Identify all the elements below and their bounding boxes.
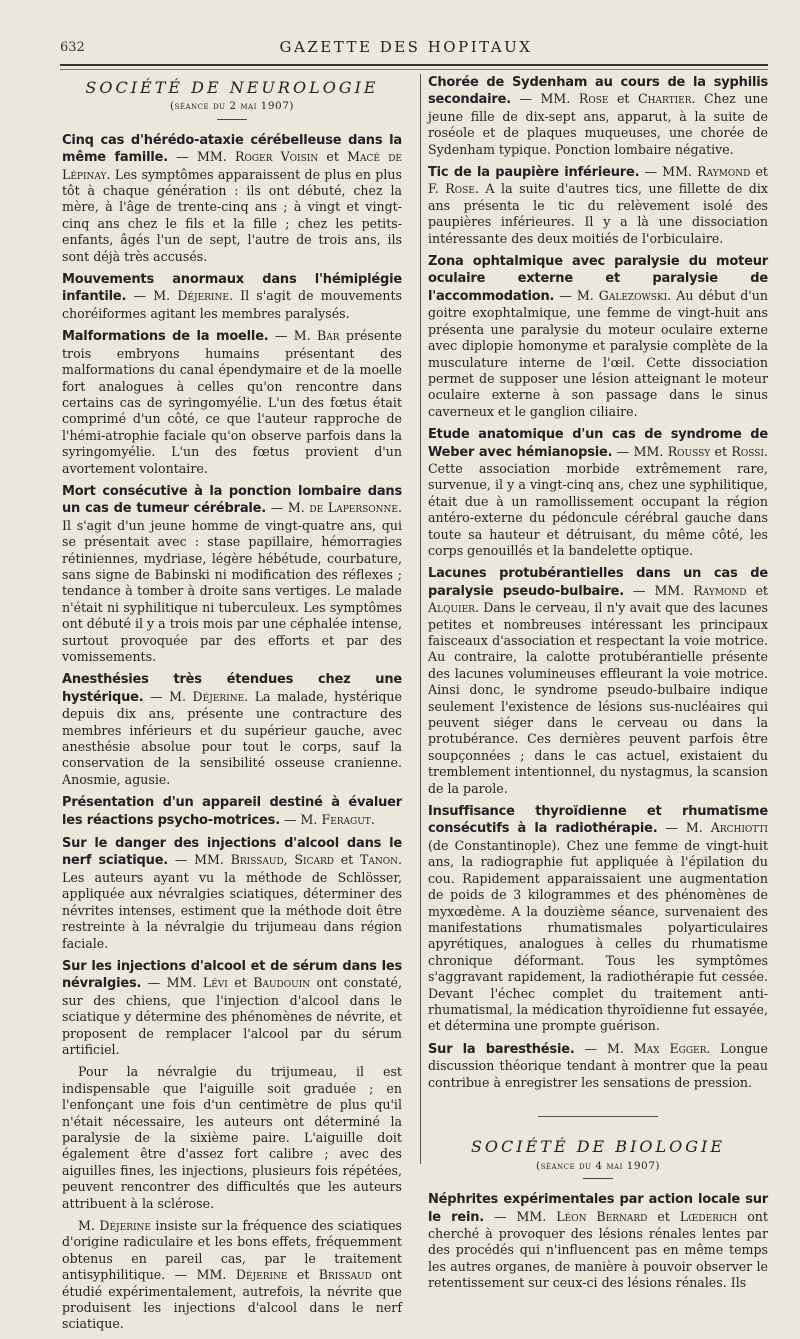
report-entry: Zona ophtalmique avec paralysie du moteur oculaire externe et paralysie de l'accommodation. — M. Galezowski. Au début d'un goitre exophtalmique, une femme de vingt-huit ans présenta une paralysie du moteur oculaire externe avec diplopie homonyme et paralysie complète de la musculature interne de l'œil. Cette dissociation permet de supposer une lésion atteignant le moteur oculaire externe à son passage dans le sinus caverneux et le ganglion ciliaire.: [428, 254, 768, 419]
author-name: Chartier: [637, 91, 692, 107]
author-name: Déjerine: [235, 1267, 288, 1283]
report-entry: Tic de la paupière inférieure. — MM. Raymond et F. Rose. A la suite d'autres tics, une fillette de dix ans présenta le tic du relèvement isolé des paupières inférieures. Il y a là une dissociation intéressante des deux moitiés de l'orbiculaire.: [428, 164, 768, 246]
report-entry: Cinq cas d'hérédo-ataxie cérébelleuse dans la même famille. — MM. Roger Voisin et Macé de Lépinay. Les symptômes apparaissent de plus en plus tôt à chaque génération : ils ont débuté, chez la mère, à l'âge de trente-cinq ans ; à vingt et vingt-cinq ans chez le fils et la fille ; chez les petits-enfants, âgés l'un de sept, l'autre de trois ans, ils sont déjà très accusés.: [62, 132, 403, 264]
section-rule: [583, 1178, 613, 1179]
column-divider: [420, 74, 421, 1164]
entry-heading: Chorée de Sydenham au cours de la syphilis secondaire.: [428, 75, 768, 108]
report-entry: Sur la baresthésie. — M. Max Egger. Longue discussion théorique tendant à montrer que la peau contribue à enregistrer les sensations de pression.: [428, 1040, 768, 1090]
entry-heading: Mouvements anormaux dans l'hémiplégie infantile.: [62, 272, 402, 305]
report-entry: Insuffisance thyroïdienne et rhumatisme consécutifs à la radiothérapie. — M. Archiotti (de Constantinople). Chez une femme de vingt-huit ans, la radiographie fut appliquée à l'épilation du cou. Rapidement apparaissaient une augmentation de poids de 3 kilogrammes et des phénomènes de myxœdème. A la douzième séance, survenaient des manifestations rhumatismales polyarticulaires apyrétiques, analogues à celles du rhumatisme chronique déformant. Tous les symptômes s'aggravant rapidement, la radiothérapie fut cessée. Devant l'échec complet du traitement anti-rhumatismal, la médication thyroïdienne fut essayée, et détermina une prompte guérison.: [428, 804, 768, 1034]
entry-heading: Cinq cas d'hérédo-ataxie cérébelleuse dans la même famille.: [62, 132, 402, 166]
entry-heading: Zona ophtalmique avec paralysie du moteur oculaire externe et paralysie de l'accommodation.: [428, 254, 768, 304]
author-name: Sicard: [294, 852, 334, 868]
entry-heading: Sur les injections d'alcool et de sérum dans les névralgies.: [62, 958, 402, 992]
author-name: Déjerine: [99, 1218, 151, 1233]
entry-heading: Anesthésies très étendues chez une hystérique.: [62, 672, 402, 705]
author-name: Brissaud: [230, 852, 284, 868]
entry-heading: Lacunes protubérantielles dans un cas de paralysie pseudo-bulbaire.: [428, 566, 768, 599]
report-entry: Sur le danger des injections d'alcool dans le nerf sciatique. — MM. Brissaud, Sicard et Tanon. Les auteurs ayant vu la méthode de Schlösser, appliquée aux névralgies sciatiques, déterminer des névrites intenses, estiment que la méthode doit être restreinte à la névralgie du trijumeau dans région faciale.: [62, 836, 402, 951]
author-name: Macé de Lépinay: [62, 149, 403, 182]
left-column: [62, 74, 402, 1339]
entry-heading: Présentation d'un appareil destiné à évaluer les réactions psycho-motrices.: [62, 795, 402, 828]
entry-heading: Mort consécutive à la ponction lombaire dans un cas de tumeur cérébrale.: [62, 483, 402, 517]
author-name: Baudouin: [253, 975, 311, 991]
header-rule: [60, 64, 768, 66]
entry-heading: Etude anatomique d'un cas de syndrome de Weber avec hémianopsie.: [428, 427, 768, 460]
author-name: Léon Bernard: [556, 1208, 648, 1224]
report-entry: Mouvements anormaux dans l'hémiplégie infantile. — M. Déjerine. Il s'agit de mouvements choréiformes agitant les membres paralysés.: [62, 272, 402, 321]
session-date: (séance du 2 mai 1907): [170, 100, 294, 113]
paragraph: M. Déjerine insiste sur la fréquence des sciatiques d'origine radiculaire et les bons effets, fréquemment obtenus en pareil cas, par le traitement antisyphilitique. — MM. Déjerine et Brissaud ont étudié expérimentalement, autrefois, la névrite que produisent les injections d'alcool dans le nerf sciatique.: [62, 1218, 403, 1332]
entry-heading: Malformations de la moelle.: [62, 329, 269, 345]
author-name: Tanon: [359, 852, 398, 868]
session-date: (séance du 4 mai 1907): [536, 1159, 660, 1172]
society-title-biologie: SOCIÉTÉ DE BIOLOGIE: [470, 1137, 726, 1157]
author-name: Lœderich: [679, 1208, 738, 1224]
report-entry: Mort consécutive à la ponction lombaire dans un cas de tumeur cérébrale. — M. de Lapersonne. Il s'agit d'un jeune homme de vingt-quatre ans, qui se présentait avec : stase papillaire, hémorragies rétiniennes, mydriase, légère hébétude, courbature, sans signe de Babinski ni modification des réflexes ; tendance à tomber à droite sans vertiges. Le malade n'était ni syphilitique ni tuberculeux. Les symptômes ont débuté il y a trois mois par une céphalée intense, surtout provoquée par des efforts et par des vomissements.: [62, 483, 402, 664]
author-name: Rose: [578, 91, 609, 107]
report-entry: Sur les injections d'alcool et de sérum dans les névralgies. — MM. Lévi et Baudouin ont constaté, sur des chiens, que l'injection d'alcool dans le sciatique y détermine des phénomènes de névrite, et proposent de remplacer l'alcool par du sérum artificiel.: [62, 958, 402, 1057]
author-name: Raymond: [693, 582, 747, 598]
author-name: Feragut: [321, 811, 371, 827]
entry-heading: Sur le danger des injections d'alcool dans le nerf sciatique.: [62, 836, 402, 869]
journal-title: GAZETTE DES HOPITAUX: [279, 38, 533, 56]
author-name: Déjerine: [192, 688, 245, 704]
author-name: Galezowski: [598, 287, 668, 303]
entry-heading: Néphrites expérimentales par action locale sur le rein.: [428, 1192, 768, 1225]
report-entry: Chorée de Sydenham au cours de la syphilis secondaire. — MM. Rose et Chartier. Chez une jeune fille de dix-sept ans, apparut, à la suite de roséole et de plaques muqueuses, une chorée de Sydenham typique. Ponction lombaire négative.: [428, 75, 768, 157]
society-title-neurologie: SOCIÉTÉ DE NEUROLOGIE: [85, 78, 379, 97]
author-name: Alquier: [428, 600, 475, 616]
author-name: Raymond: [697, 164, 751, 180]
entry-heading: Tic de la paupière inférieure.: [428, 165, 640, 181]
report-entry: Présentation d'un appareil destiné à évaluer les réactions psycho-motrices. — M. Feragut.: [62, 795, 402, 828]
author-name: Max Egger: [633, 1040, 707, 1056]
page-number: 632: [60, 40, 85, 55]
paragraph: Pour la névralgie du trijumeau, il est indispensable que l'aiguille soit graduée ; en l'enfonçant une fois d'un centimètre de plus qu'il n'était nécessaire, les auteurs ont déterminé la paralysie de la sixième paire. L'aiguille doit également être d'assez fort calibre ; avec des aiguilles fines, les injections, plusieurs fois répétées, peuvent rencontrer des difficultés que les auteurs attribuent à la sclérose.: [62, 1064, 402, 1211]
report-entry: Etude anatomique d'un cas de syndrome de Weber avec hémianopsie. — MM. Roussy et Rossi. Cette association morbide extrêmement rare, survenue, il y a vingt-cinq ans, chez une syphilitique, était due à un ramollissement occupant la région antéro-externe du pédoncule cérébral gauche dans toute sa hauteur et détruisant, du même côté, les corps genouillés et la bandelette optique.: [428, 427, 768, 558]
author-name: F. Rose: [428, 181, 475, 197]
author-name: Rossi: [731, 443, 764, 459]
report-entry: Anesthésies très étendues chez une hystérique. — M. Déjerine. La malade, hystérique depuis dix ans, présente une contracture des membres inférieurs et du supérieur gauche, avec anesthésie absolue pour tout le corps, sauf la conservation de la sensibilité osseuse cranienne. Anosmie, agusie.: [62, 672, 402, 787]
author-name: Brissaud: [318, 1267, 372, 1283]
author-name: Bar: [317, 328, 340, 344]
author-name: Lévi: [202, 975, 228, 991]
author-name: Roger Voisin: [234, 149, 319, 165]
entry-heading: Sur la baresthésie.: [428, 1041, 575, 1057]
author-name: de Lapersonne: [309, 500, 398, 516]
report-entry: Malformations de la moelle. — M. Bar présente trois embryons humains présentant des malformations du canal épendymaire et de la moelle fort analogues à celles qu'on rencontre dans certains cas de syringomyélie. L'un des fœtus était comprimé d'un côté, ce que l'auteur rapproche de l'hémi-atrophie faciale qu'on observe parfois dans la syringomyélie. L'un des fœtus provient d'un avortement volontaire.: [62, 328, 402, 476]
entry-heading: Insuffisance thyroïdienne et rhumatisme consécutifs à la radiothérapie.: [428, 804, 768, 837]
right-column: [428, 74, 768, 1298]
author-name: Archiotti: [710, 820, 768, 836]
report-entry: Lacunes protubérantielles dans un cas de paralysie pseudo-bulbaire. — MM. Raymond et Alquier. Dans le cerveau, il n'y avait que des lacunes petites et nombreuses intéressant les principaux faisceaux d'association et respectant la voie motrice. Au contraire, la calotte protubérantielle présente des lacunes volumineuses effleurant la voie motrice. Ainsi donc, le syndrome pseudo-bulbaire indique seulement l'existence de lésions sus-nucléaires qui peuvent siéger dans le cerveau ou dans la protubérance. Ces dernières peuvent parfois être soupçonnées ; dans le cas actuel, existaient du tremblement intentionnel, du nystagmus, la scansion de la parole.: [428, 566, 768, 796]
report-entry: Néphrites expérimentales par action locale sur le rein. — MM. Léon Bernard et Lœderich ont cherché à provoquer des lésions rénales lentes par des procédés qui n'influencent pas en même temps les autres organes, de manière à pouvoir observer le retentissement sur ceux-ci des lésions rénales. Ils: [428, 1192, 768, 1291]
section-ornament: [428, 1109, 768, 1125]
header-rule-thin: [60, 69, 768, 70]
section-rule: [217, 119, 247, 120]
author-name: Déjerine: [177, 288, 229, 304]
author-name: Roussy: [667, 443, 711, 459]
page-header: [52, 38, 760, 60]
